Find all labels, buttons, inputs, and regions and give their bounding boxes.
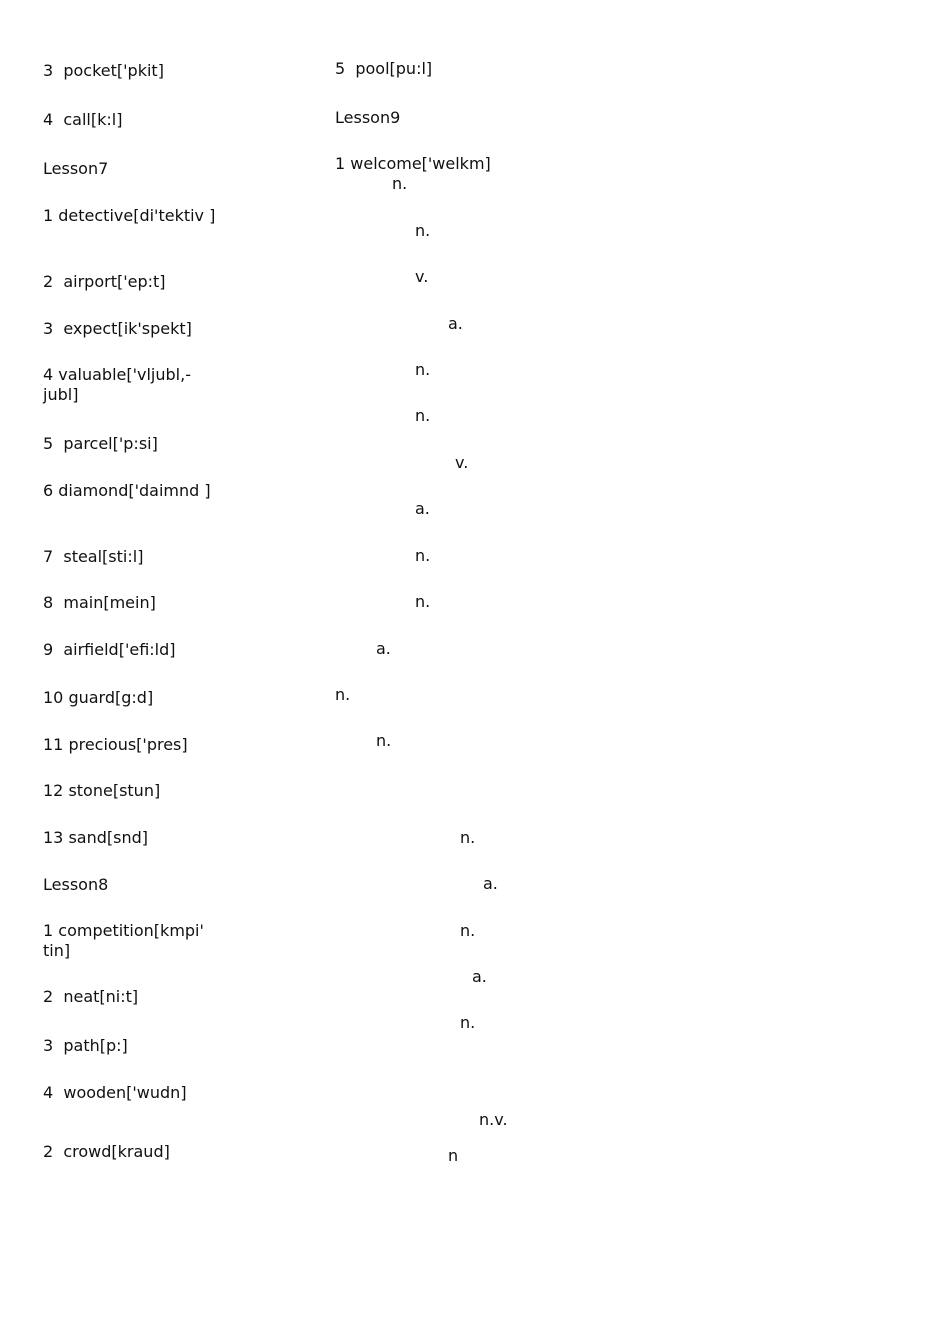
pos-label: v. <box>415 267 429 286</box>
lesson-heading: Lesson8 <box>43 875 109 894</box>
vocab-item: 10 guard[g:d] <box>43 688 154 707</box>
vocab-item: 1 competition[kmpi' tin] <box>43 921 204 960</box>
vocab-item: 5 parcel['p:si] <box>43 434 158 453</box>
pos-label: n. <box>415 592 431 611</box>
vocab-item: 3 path[p:] <box>43 1036 128 1055</box>
vocab-item: 1 detective[di'tektiv ] <box>43 206 216 225</box>
vocab-item: 3 expect[ik'spekt] <box>43 319 192 338</box>
pos-label: n. <box>415 360 431 379</box>
pos-label: n. <box>376 731 392 750</box>
pos-label: a. <box>415 499 430 518</box>
pos-label: a. <box>376 639 391 658</box>
vocab-item: 6 diamond['daimnd ] <box>43 481 211 500</box>
pos-label: n.v. <box>479 1110 508 1129</box>
pos-label: a. <box>483 874 498 893</box>
lesson-heading: Lesson9 <box>335 108 401 127</box>
pos-label: n. <box>460 1013 476 1032</box>
vocab-item: 4 valuable['vljubl,-jubl] <box>43 365 191 404</box>
vocab-item: 5 pool[pu:l] <box>335 59 433 78</box>
lesson-heading: Lesson7 <box>43 159 109 178</box>
pos-label: n. <box>335 685 351 704</box>
vocab-item: 2 airport['ep:t] <box>43 272 166 291</box>
pos-label: a. <box>448 314 463 333</box>
vocab-item: 2 crowd[kraud] <box>43 1142 170 1161</box>
vocab-item: 9 airfield['efi:ld] <box>43 640 176 659</box>
vocab-item: 1 welcome['welkm] <box>335 154 491 173</box>
pos-label: n. <box>460 828 476 847</box>
vocab-item: 12 stone[stun] <box>43 781 161 800</box>
vocab-item: 8 main[mein] <box>43 593 156 612</box>
pos-label: n. <box>460 921 476 940</box>
vocab-item: 4 wooden['wudn] <box>43 1083 187 1102</box>
pos-label: n. <box>392 174 408 193</box>
vocab-item: 11 precious['pres] <box>43 735 188 754</box>
pos-label: n. <box>415 221 431 240</box>
vocab-item: 4 call[k:l] <box>43 110 123 129</box>
vocab-item: 3 pocket['pkit] <box>43 61 164 80</box>
pos-label: a. <box>472 967 487 986</box>
pos-label: n. <box>415 546 431 565</box>
pos-label: n <box>448 1146 459 1165</box>
vocab-item: 13 sand[snd] <box>43 828 148 847</box>
vocab-item: 2 neat[ni:t] <box>43 987 139 1006</box>
vocab-item: 7 steal[sti:l] <box>43 547 144 566</box>
pos-label: v. <box>455 453 469 472</box>
pos-label: n. <box>415 406 431 425</box>
